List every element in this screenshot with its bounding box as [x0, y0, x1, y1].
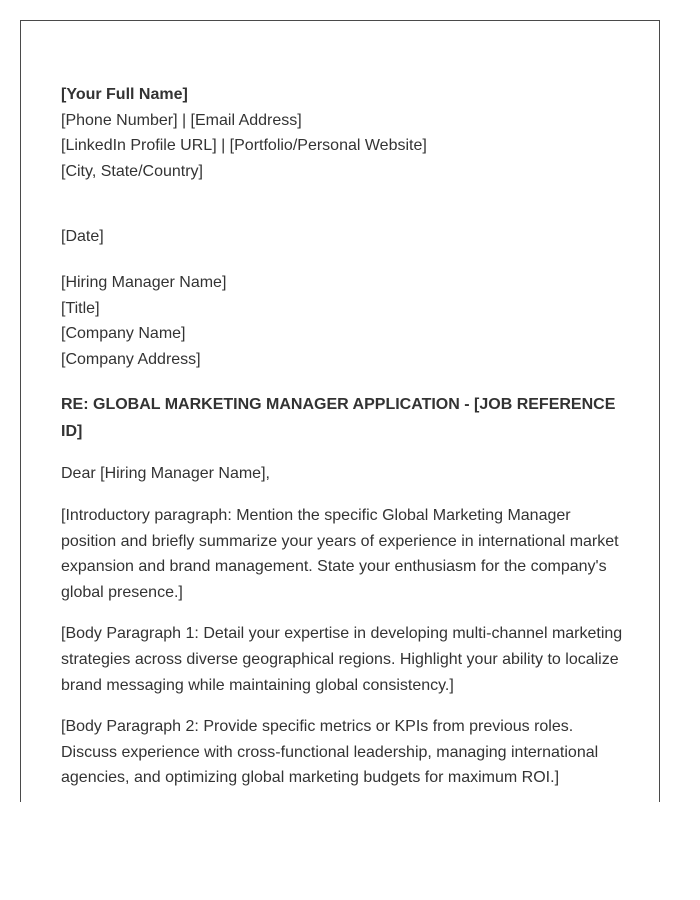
recipient-block — [61, 270, 626, 372]
body-paragraph-2: [Body Paragraph 2: Provide specific metrics or KPIs from previous roles. Discuss experience with cross-functional leadership, managing international agencies, and optimizing global marketing budgets for maximum ROI.] — [61, 718, 599, 787]
letter-content — [61, 82, 626, 791]
sender-contact-line: [Phone Number] | [Email Address] — [61, 111, 302, 129]
intro-paragraph: [Introductory paragraph: Mention the specific Global Marketing Manager position and briefly summarize your years of experience in international market expansion and brand management. State your enthusiasm for the company's global presence.] — [61, 506, 619, 601]
date-block — [61, 224, 626, 250]
sender-location-line: [City, State/Country] — [61, 162, 203, 180]
subject-line: RE: GLOBAL MARKETING MANAGER APPLICATION - [JOB REFERENCE ID] — [61, 396, 616, 440]
sender-full-name: [Your Full Name] — [61, 86, 188, 103]
sender-web-line: [LinkedIn Profile URL] | [Portfolio/Personal Website] — [61, 137, 427, 155]
recipient-title: [Title] — [61, 299, 100, 317]
recipient-address: [Company Address] — [61, 350, 201, 368]
recipient-name: [Hiring Manager Name] — [61, 273, 227, 291]
recipient-company: [Company Name] — [61, 325, 186, 343]
letter-date: [Date] — [61, 228, 104, 246]
salutation-block — [61, 461, 626, 487]
body-paragraph-1: [Body Paragraph 1: Detail your expertise in developing multi-channel marketing strategies across diverse geographical regions. Highlight your ability to localize brand messaging while maintaining global consistency.] — [61, 625, 623, 694]
letter-page — [20, 20, 660, 802]
salutation: Dear [Hiring Manager Name], — [61, 465, 270, 483]
sender-block — [61, 82, 626, 184]
